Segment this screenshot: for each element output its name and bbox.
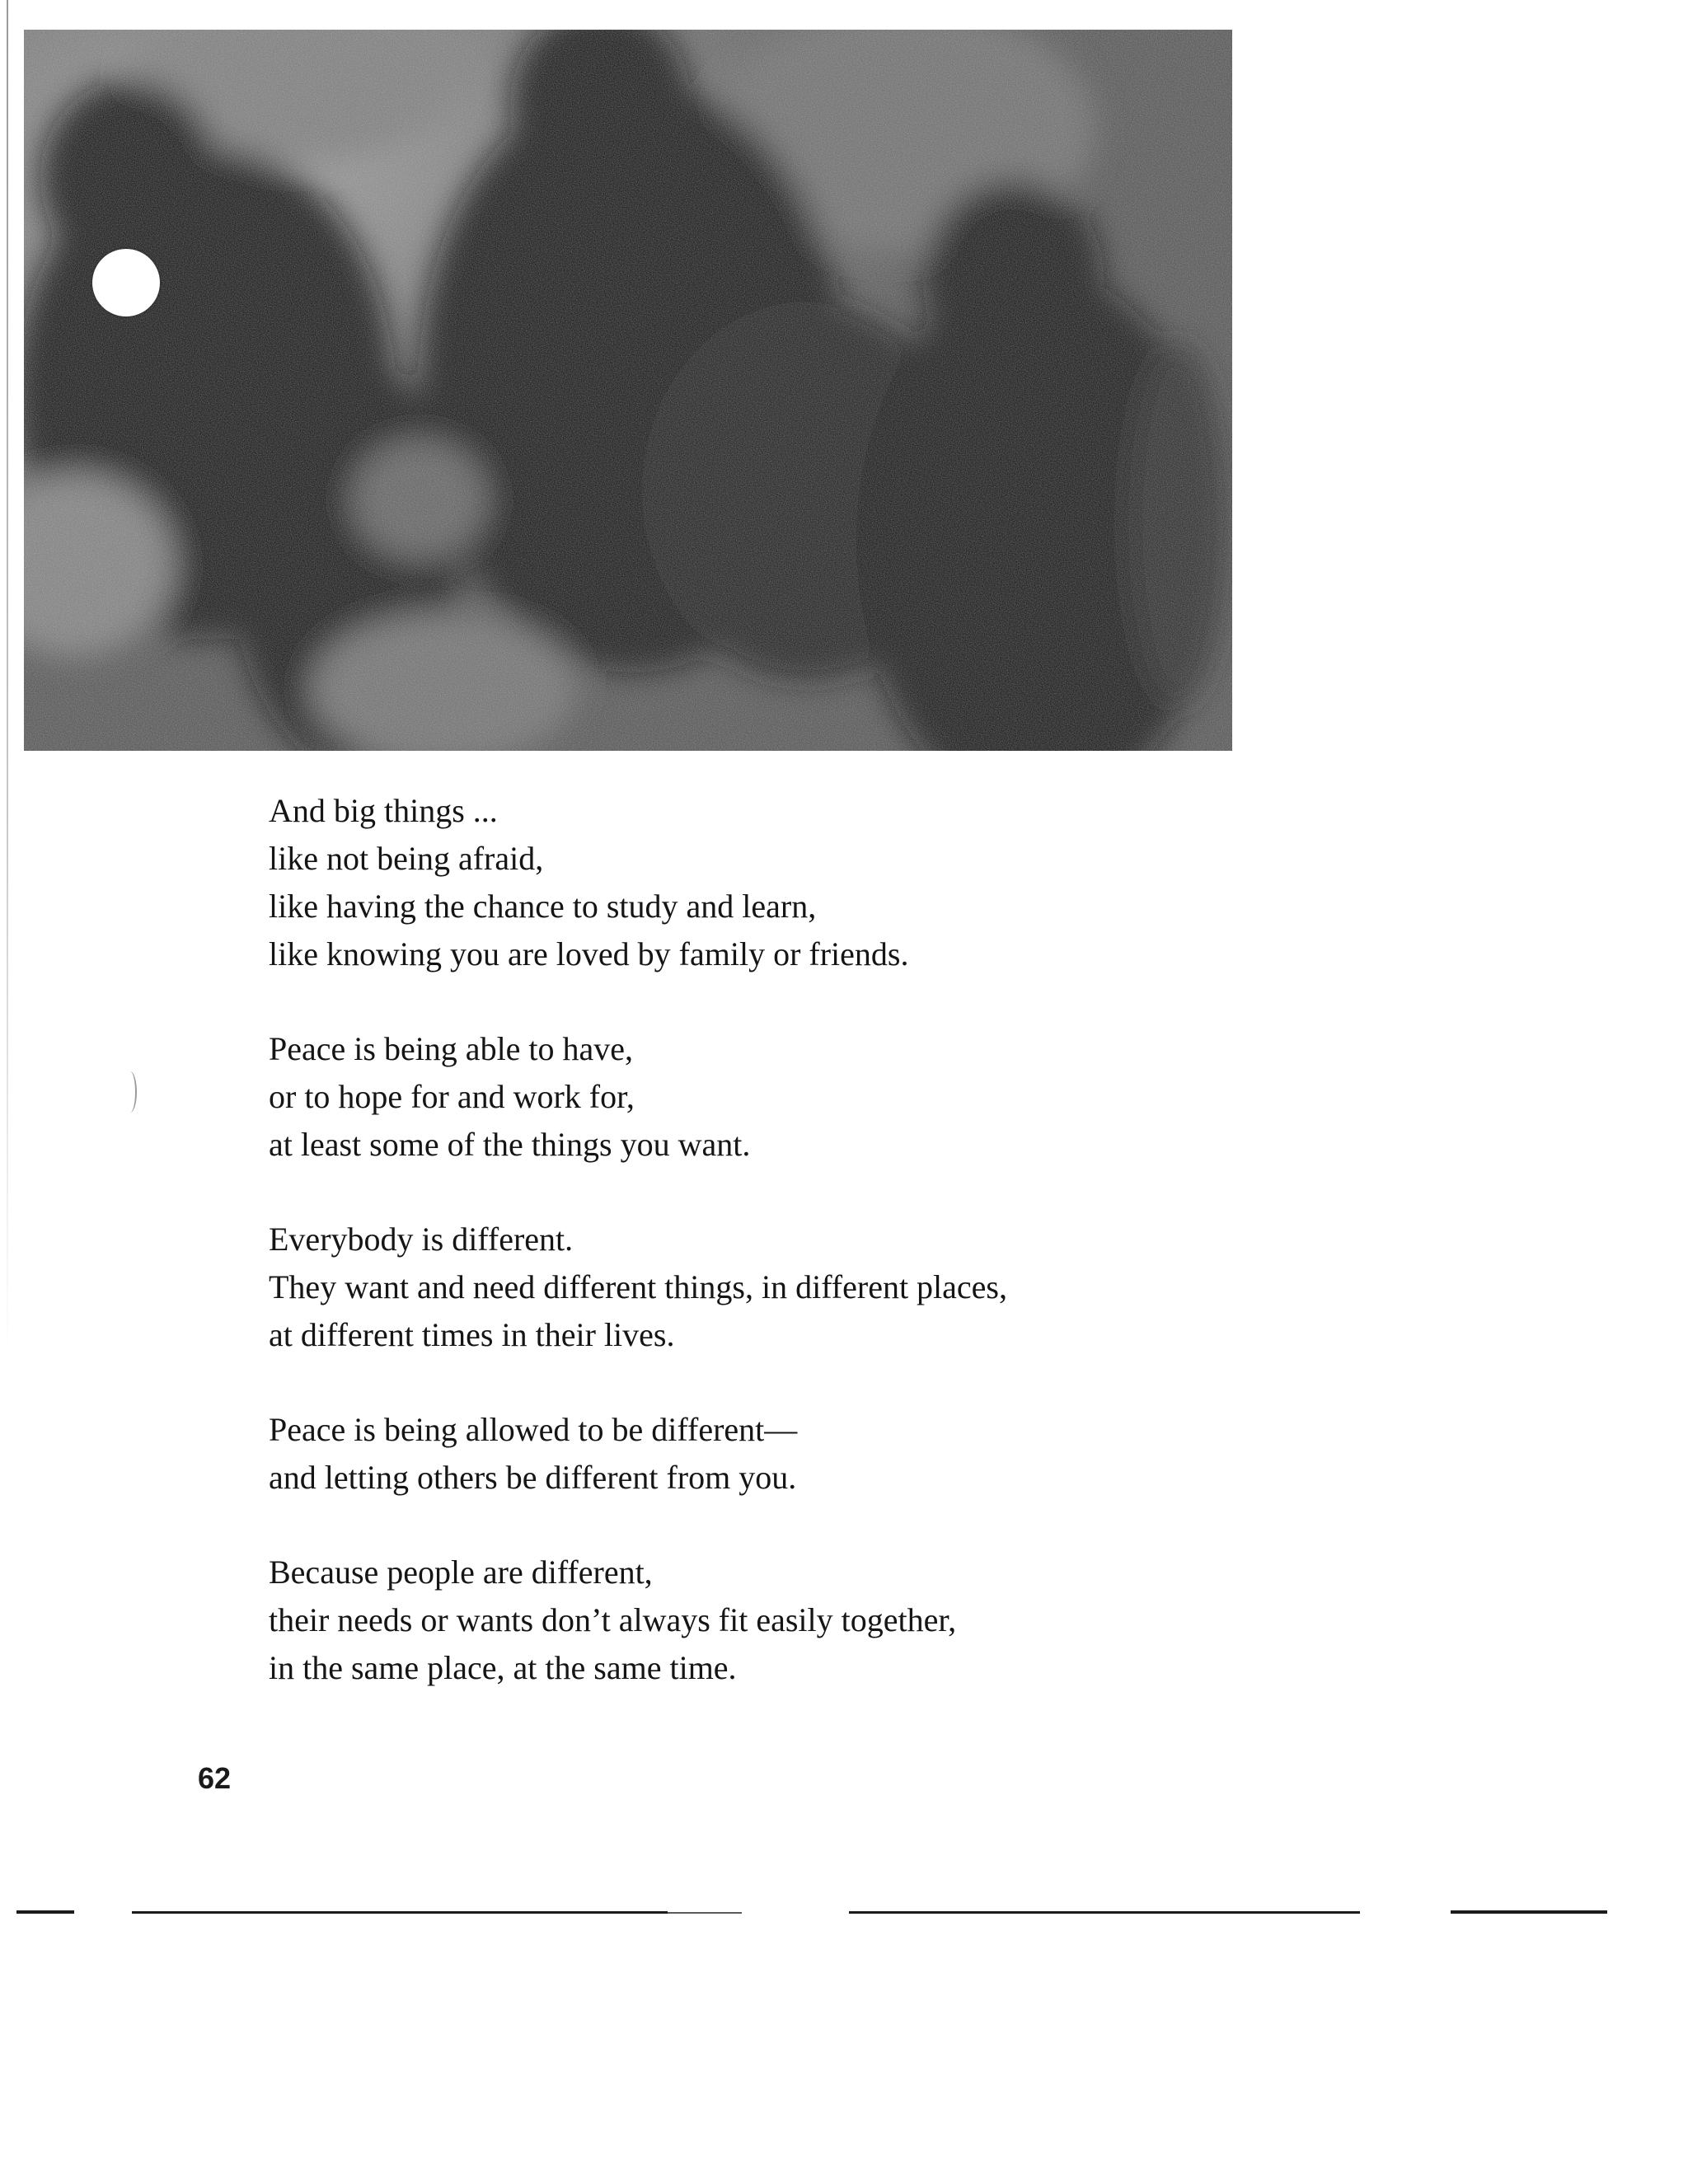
- poem-line: Peace is being able to have,: [269, 1030, 634, 1067]
- photo-image: [24, 30, 1232, 751]
- poem-line: their needs or wants don’t always fit easily together,: [269, 1601, 957, 1638]
- poem-line: at least some of the things you want.: [269, 1126, 751, 1163]
- poem-line: at different times in their lives.: [269, 1316, 675, 1353]
- crop-rule-right: [1451, 1910, 1607, 1914]
- stanza: [269, 787, 1241, 978]
- poem-line: like not being afraid,: [269, 840, 544, 877]
- crop-rule-left-tail: [668, 1912, 742, 1914]
- poem-line: in the same place, at the same time.: [269, 1649, 737, 1686]
- crop-rule-center: [849, 1911, 1360, 1914]
- stanza: [269, 1216, 1241, 1359]
- stanza: [269, 1406, 1241, 1502]
- scan-left-edge: [7, 0, 8, 1352]
- poem-line: Peace is being allowed to be different—: [269, 1411, 798, 1448]
- poem-line: Everybody is different.: [269, 1221, 574, 1258]
- photo-silhouettes-image: [24, 30, 1232, 751]
- poem-line: or to hope for and work for,: [269, 1078, 635, 1115]
- poem-text: [269, 787, 1241, 1739]
- crop-rule-left: [132, 1911, 668, 1914]
- punch-hole: [92, 249, 160, 316]
- poem-line: Because people are different,: [269, 1554, 653, 1591]
- page-number: 62: [198, 1761, 232, 1795]
- margin-mark: [124, 1071, 137, 1113]
- poem-line: And big things ...: [269, 792, 498, 829]
- poem-line: like having the chance to study and learn,: [269, 888, 817, 925]
- poem-line: and letting others be different from you.: [269, 1459, 797, 1496]
- stanza: [269, 1549, 1241, 1692]
- crop-rule-left-stub: [16, 1910, 74, 1914]
- stanza: [269, 1025, 1241, 1169]
- poem-line: like knowing you are loved by family or friends.: [269, 935, 909, 972]
- poem-line: They want and need different things, in different places,: [269, 1268, 1007, 1305]
